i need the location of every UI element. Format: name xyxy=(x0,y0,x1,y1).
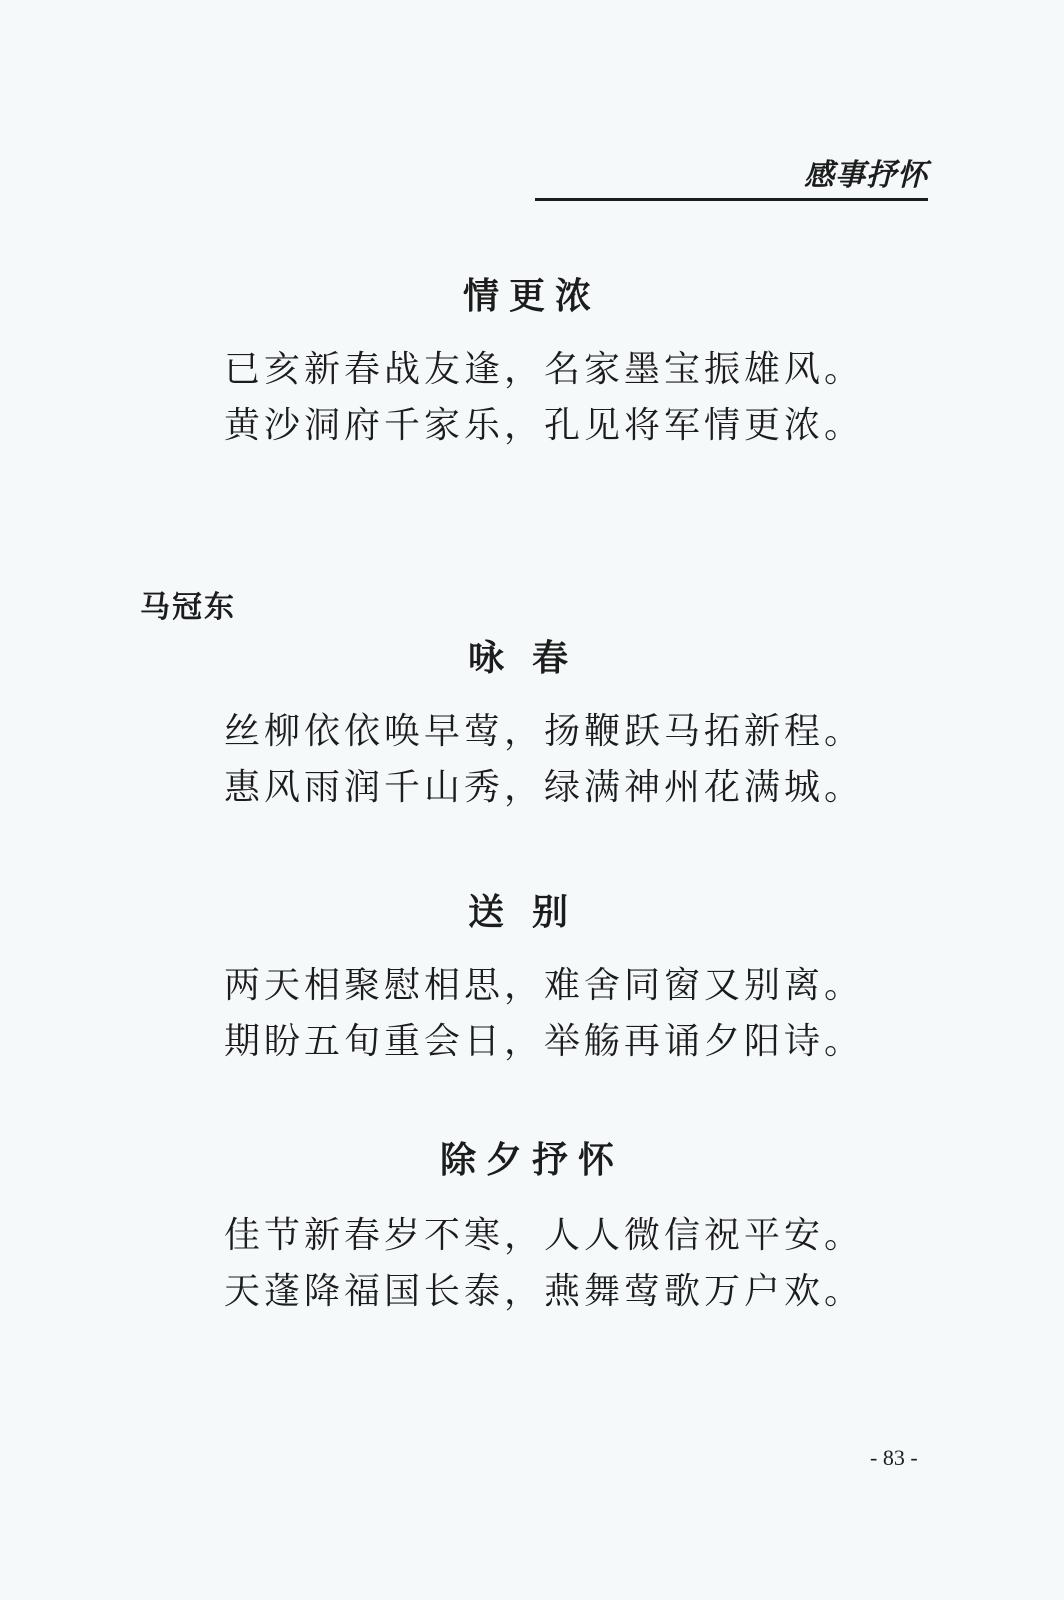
poem-title: 送别 xyxy=(467,891,596,933)
poem-line: 黄沙洞府千家乐，孔见将军情更浓。 xyxy=(224,405,865,446)
poem-line: 惠风雨润千山秀，绿满神州花满城。 xyxy=(224,767,865,808)
header-rule xyxy=(535,198,928,201)
poem-line: 天蓬降福国长泰，燕舞莺歌万户欢。 xyxy=(224,1271,865,1312)
poem-line: 丝柳依依唤早莺，扬鞭跃马拓新程。 xyxy=(224,711,865,752)
author-name: 马冠东 xyxy=(140,590,236,625)
poem-line: 两天相聚慰相思，难舍同窗又别离。 xyxy=(224,965,865,1006)
running-header xyxy=(535,158,928,202)
poem-line: 佳节新春岁不寒，人人微信祝平安。 xyxy=(224,1215,865,1256)
poem-title: 情更浓 xyxy=(462,275,601,317)
poem-title: 除夕抒怀 xyxy=(439,1139,624,1181)
section-title: 感事抒怀 xyxy=(804,158,928,193)
poem-title: 咏春 xyxy=(467,637,596,679)
page-number: - 83 - xyxy=(870,1445,918,1470)
poem-line: 已亥新春战友逢，名家墨宝振雄风。 xyxy=(224,349,865,390)
poem-line: 期盼五旬重会日，举觞再诵夕阳诗。 xyxy=(224,1021,865,1062)
